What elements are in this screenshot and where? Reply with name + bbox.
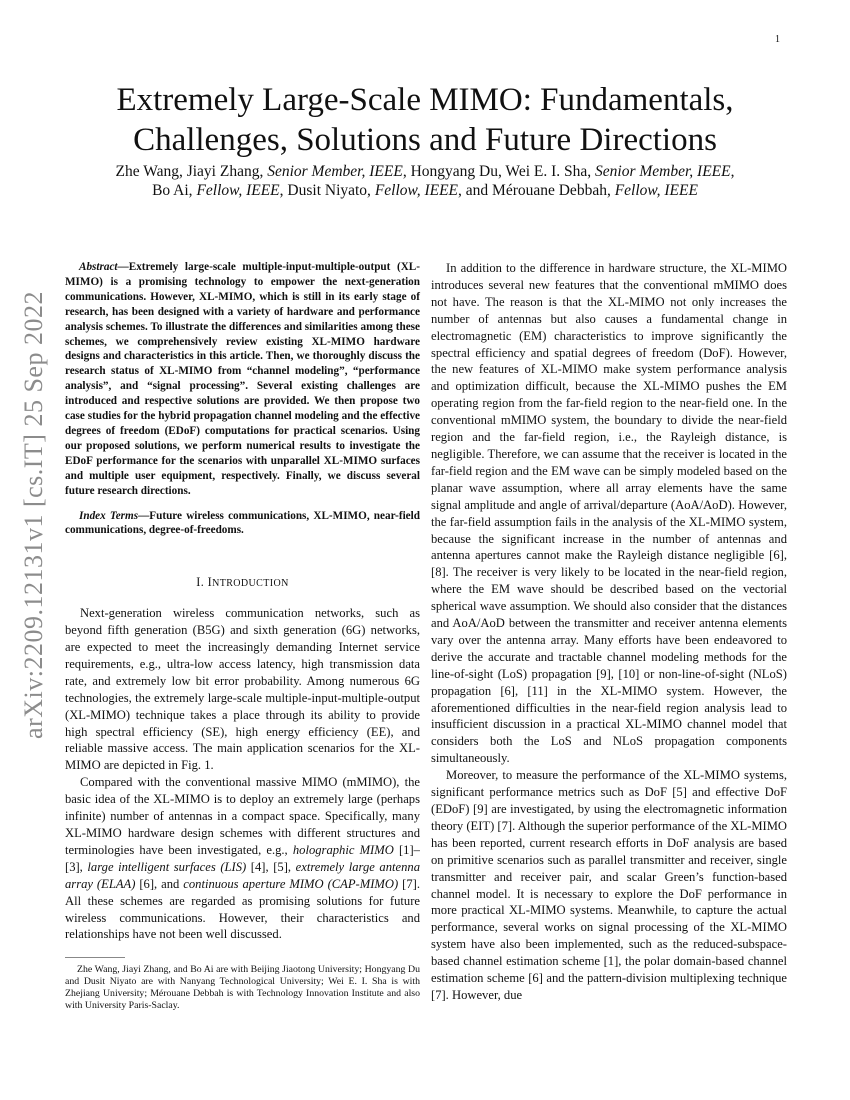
index-terms-text: —Future wireless communications, XL-MIMO, near-field communications, degree-of-freedoms. [65, 509, 420, 537]
emphasized-term: large intelligent surfaces (LIS) [87, 859, 247, 874]
section-title-initial: I [207, 575, 213, 590]
emphasized-term: continuous aperture MIMO (CAP-MIMO) [183, 876, 399, 891]
body-paragraph-1: In addition to the difference in hardware structure, the XL-MIMO introduces several new features that the conventional mMIMO does not have. The reason is that the XL-MIMO not only increases the number of antennas but also causes a fundamental change in electromagnetic (EM) characteristics to improve significantly the spectral efficiency and spatial degrees of freedom (DoF). However, the new features of XL-MIMO make system performance analysis and optimization difficult, because the XL-MIMO pushes the EM operating region from the far-field region to the near-field one. In the conventional mMIMO system, the boundary to divide the near-field region and the far-field region, i.e., the Rayleigh distance, is negligible. Therefore, we can assume that the receiver is located in the far-field region and the EM wave can be simply modeled based on the planar wave assumption, where all array elements have the same signal amplitude and angle of arrival/departure (AoA/AoD). However, the far-field assumption fails in the analysis of the XL-MIMO system, because the significant increase in the number of antennas and antenna apertures cannot make the Rayleigh distance negligible [6], [8]. The receiver is very likely to be located in the near-field region, where the EM wave should be described based on the vectorial spherical wave assumption. We should also consider that the distances and AoA/AoD between the transmitter and receiver antenna elements vary over the antenna array. Many efforts have been endeavored to derive the accurate and tractable channel modeling methods for the line-of-sight (LoS) propagation [9], [10] or non-line-of-sight (NLoS) propagation [6], [11] in the XL-MIMO system. However, the aforementioned difficulties in the near-field region analysis lead to insufficient discussion in a practical XL-MIMO channel model that considers both the LoS and NLoS propagation components simultaneously. [431, 261, 787, 766]
author-names: , and Mérouane Debbah, [458, 182, 615, 199]
author-affiliation-title: Fellow, IEEE [196, 182, 280, 199]
author-line-1 [60, 162, 790, 181]
intro-paragraph-2 [65, 774, 420, 943]
author-affiliation-title: Senior Member, IEEE [267, 163, 403, 180]
author-names: , Hongyang Du, Wei E. I. Sha, [402, 163, 596, 180]
index-terms [65, 509, 420, 539]
paper-title: Extremely Large-Scale MIMO: Fundamentals, Challenges, Solutions and Future Directions [116, 82, 734, 158]
right-column [431, 260, 787, 1004]
intro-paragraph-1: Next-generation wireless communication networks, such as beyond fifth generation (B5G) and sixth generation (6G) networks, are expected to meet the increasingly demanding Internet service requirements, e.g., ultra-low access latency, high transmission data rate, and extremely low bit error probability. Among numerous 6G technologies, the extremely large-scale multiple-input-multiple-output (XL-MIMO) technique takes a place through its ability to provide high spectral efficiency (SE), high energy efficiency (EE), and reliable massive access. The main application scenarios for the XL-MIMO are depicted in Fig. 1. [65, 606, 420, 773]
section-heading-introduction [65, 574, 420, 593]
index-terms-label: Index Terms [79, 509, 139, 522]
body-paragraph-2: Moreover, to measure the performance of the XL-MIMO systems, significant performance metrics such as DoF [5] and effective DoF (EDoF) [9] are investigated, by using the electromagnetic information theory (EIT) [7]. Although the superior performance of the XL-MIMO has been reported, current research efforts in DoF analysis are based on primitive scenarios such as parallel transmitter and receiver, single transmitter and receiver pair, and scalar Green’s function-based channel model. It is necessary to explore the DoF performance in more practical XL-MIMO systems. Meanwhile, to capture the actual performance, several works on signal processing of the XL-MIMO system have also been implemented, such as the reduced-subspace-based channel estimation scheme [1], the polar domain-based channel estimation scheme [6] and the pattern-division multiplexing technique [7]. However, due [431, 768, 788, 1002]
paragraph-text: [6], and [135, 876, 184, 891]
author-separator: , [730, 163, 735, 180]
emphasized-term: extremely large antenna array (ELAA) [65, 859, 420, 891]
author-names: , Dusit Niyato, [279, 182, 375, 199]
arxiv-identifier-text: arXiv:2209.12131v1 [cs.IT] 25 Sep 2022 [19, 291, 48, 739]
author-affiliation-title: Fellow, IEEE [614, 182, 698, 199]
author-affiliation-title: Fellow, IEEE [374, 182, 459, 199]
abstract-text: —Extremely large-scale multiple-input-multiple-output (XL-MIMO) is a promising technology to empower the next-generation communications. However, XL-MIMO, which is still in its early stage of research, has been designed with a variety of hardware and performance analysis schemes. To illustrate the differences and similarities among these schemes, we comprehensively review existing XL-MIMO hardware designs and characteristics in this article. Then, we thoroughly discuss the research status of XL-MIMO from “channel modeling”, “performance analysis”, and “signal processing”. Several existing challenges are introduced and respective solutions are provided. We then propose two case studies for the hybrid propagation channel modeling and the effective degrees of freedom (EDoF) computations for practical scenarios. Using our proposed solutions, we perform numerical results to investigate the EDoF performance for the scenarios with unparallel XL-MIMO surfaces and multiple user equipment, respectively. Finally, we discuss several future research directions. [65, 261, 420, 497]
author-names: Bo Ai, [152, 182, 197, 199]
author-line-2 [60, 181, 790, 200]
section-numeral: I. [196, 575, 208, 590]
abstract-label: Abstract [79, 261, 118, 273]
affiliation-footnote: Zhe Wang, Jiayi Zhang, and Bo Ai are with Beijing Jiaotong University; Hongyang Du and Dusit Niyato are with Nanyang Technological University; Wei E. I. Sha is with Zhejiang University; Mérouane Debbah is with Technology Innovation Institute and also with University Paris-Saclay. [65, 964, 420, 1012]
footnote-divider [65, 957, 125, 958]
author-list [60, 162, 790, 200]
section-title-rest: NTRODUCTION [212, 578, 289, 590]
paragraph-text: [4], [5], [246, 859, 296, 874]
author-names: Zhe Wang, Jiayi Zhang, [115, 163, 268, 180]
emphasized-term: holographic MIMO [292, 842, 394, 857]
abstract [65, 260, 420, 499]
author-affiliation-title: Senior Member, IEEE [595, 163, 731, 180]
paragraph-text: [1]–[3], [65, 842, 420, 874]
page-number: 1 [775, 34, 780, 45]
arxiv-identifier-stamp [14, 265, 54, 765]
paragraph-text: Compared with the conventional massive MIMO (mMIMO), the basic idea of the XL-MIMO is to deploy an extremely large (perhaps infinite) number of antennas in a compact space. Specifically, many XL-MIMO hardware design schemes with different structures and terminologies have been investigated, e.g., [65, 775, 420, 857]
paragraph-text: [7]. All these schemes are regarded as promising solutions for future wireless communications. However, their characteristics and relationships have not been well discussed. [65, 876, 421, 942]
left-column [65, 260, 420, 1012]
